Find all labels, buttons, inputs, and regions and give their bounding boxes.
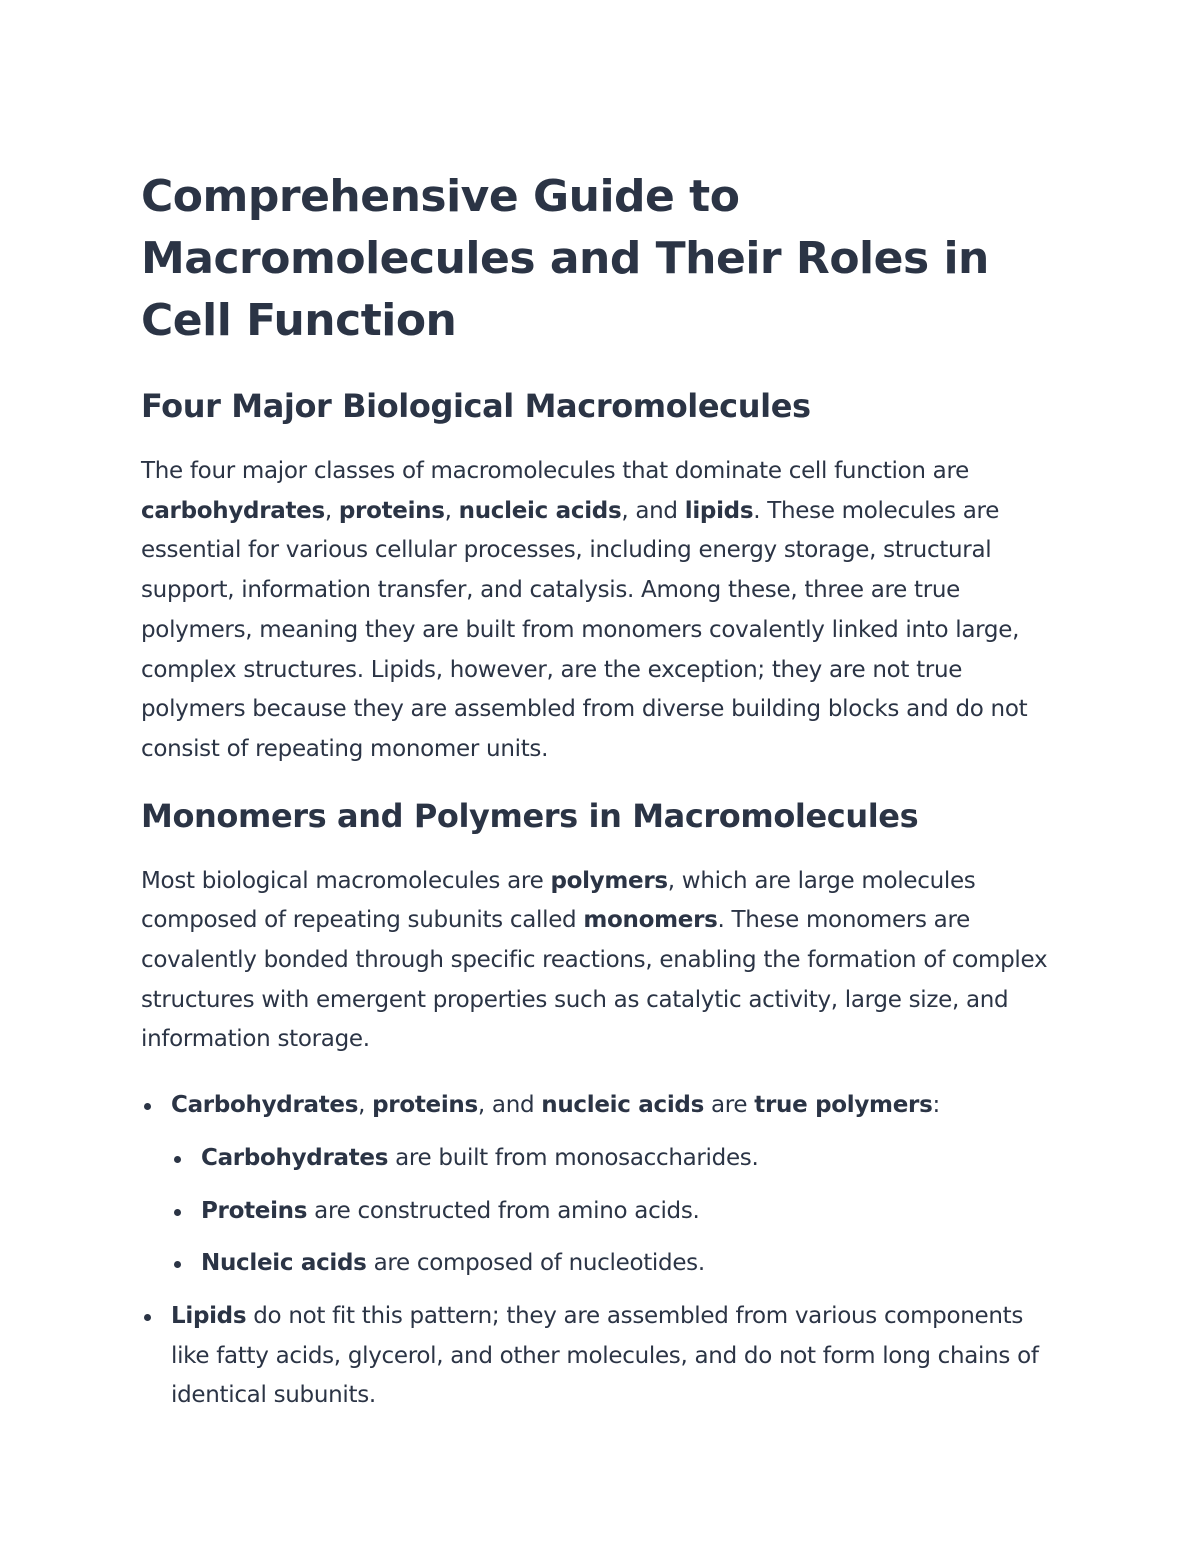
para-text: , [324,497,339,524]
list-text: are built from monosaccharides. [388,1144,759,1171]
list-item-nucleic-acids [171,1244,1066,1284]
term-nucleic-acids: Nucleic acids [201,1250,367,1277]
para-text: . These molecules are essential for various cellular processes, including energy storage, structural support, information transfer, and catalysis. Among these, three are true polymers, meaning they are built from monomers covalently linked into large, complex structures. Lipids, however, are the exception; they are not true polymers because they are assembled from diverse building blocks and do not consist of repeating monomer units. [141,497,1028,762]
term-true-polymers: true polymers [754,1092,933,1119]
document-page [141,166,1066,1429]
para-text: , and [621,497,685,524]
list-text: are constructed from amino acids. [307,1197,700,1224]
term-polymers: polymers [550,867,668,894]
list-text: , [358,1092,373,1119]
section-heading-monomers-polymers: Monomers and Polymers in Macromolecules [141,796,919,835]
term-carbohydrates: Carbohydrates [171,1092,359,1119]
term-nucleic-acids: nucleic acids [541,1092,704,1119]
term-carbohydrates: Carbohydrates [201,1144,389,1171]
list-item-lipids [141,1297,1066,1416]
list-text: are composed of nucleotides. [366,1250,705,1277]
list-text: : [932,1092,940,1119]
list-item-proteins [171,1192,1066,1232]
section2-paragraph [141,862,1066,1061]
sub-bullet-list [171,1139,1066,1284]
list-text: are [703,1092,755,1119]
list-item-true-polymers [141,1086,1066,1284]
term-monomers: monomers [583,907,718,934]
para-text: , which are large molecules composed of repeating subunits called [141,867,976,934]
term-proteins: proteins [372,1092,478,1119]
term-carbohydrates: carbohydrates [141,497,325,524]
para-text: , [444,497,459,524]
list-item-carbohydrates [171,1139,1066,1179]
bullet-list [141,1086,1066,1416]
para-text: The four major classes of macromolecules that dominate cell function are [141,458,969,484]
section-heading-four-major: Four Major Biological Macromolecules [141,387,811,425]
list-text: do not fit this pattern; they are assembled from various components like fatty acids, glycerol, and other molecules, and do not form long chains of identical subunits. [171,1302,1039,1409]
term-lipids: Lipids [171,1302,247,1329]
list-text: , and [477,1092,542,1119]
para-text: Most biological macromolecules are [141,867,551,894]
term-nucleic-acids: nucleic acids [458,497,622,524]
term-proteins: proteins [338,497,445,524]
term-proteins: Proteins [201,1197,308,1224]
page-title: Comprehensive Guide to Macromolecules and Their Roles in Cell Function [141,171,989,346]
para-text: . These monomers are covalently bonded through specific reactions, enabling the formation of complex structures with emergent properties such as catalytic activity, large size, and information storage. [141,907,1048,1053]
term-lipids: lipids [684,497,754,524]
section1-paragraph [141,452,1066,770]
